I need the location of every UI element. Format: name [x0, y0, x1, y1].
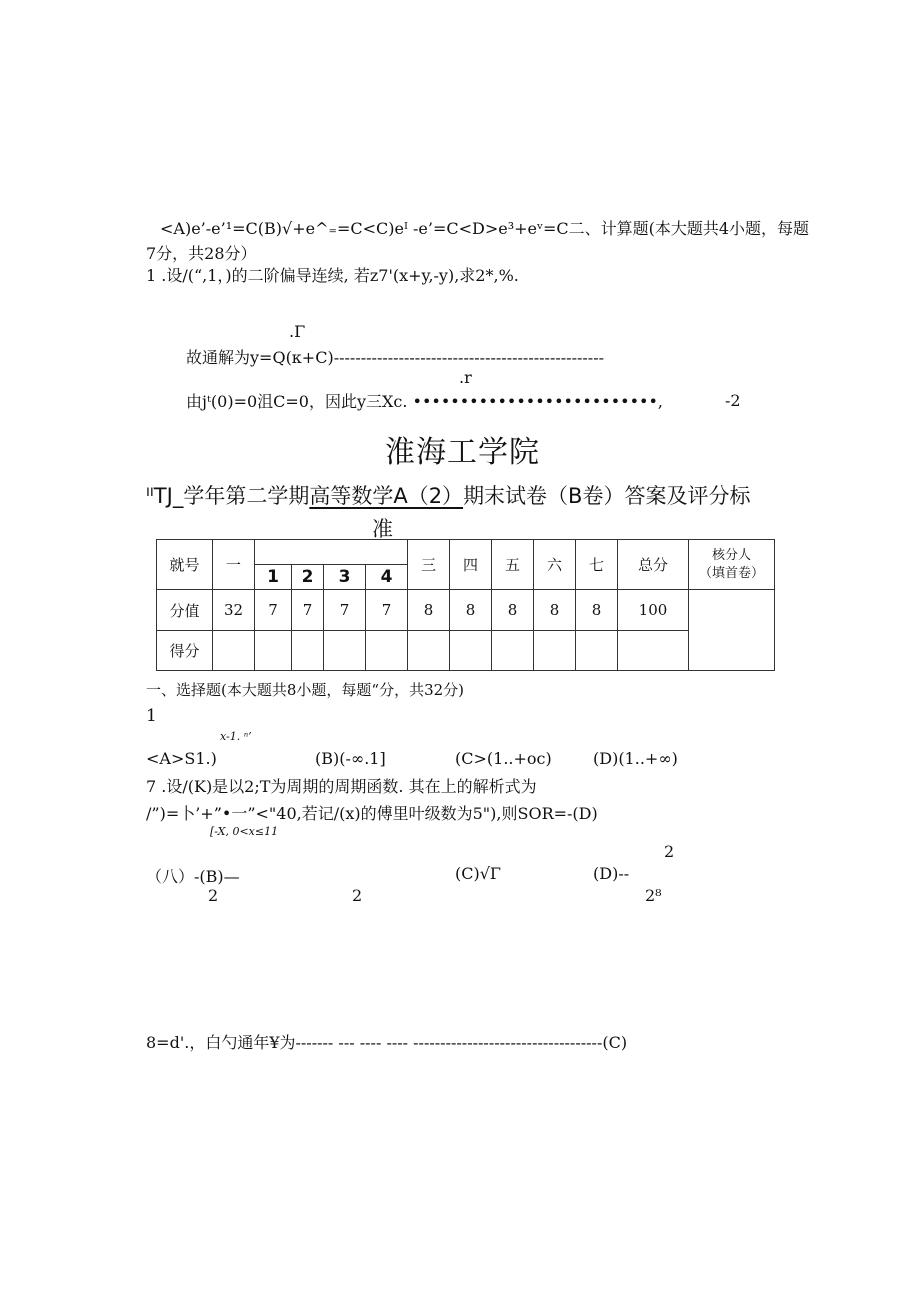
sub-col-2: 2: [292, 565, 324, 590]
value-cell: 32: [213, 590, 255, 631]
col-two-group: [255, 540, 408, 565]
general-solution-line: 故通解为y=Q(κ+C)--------------------------------------------------: [186, 348, 605, 367]
question-7-formula: /”)=卜’+”•一”<"40,若记/(x)的傅里叶级数为5"),则SOR=-(D): [146, 804, 598, 823]
col-total: 总分: [618, 540, 689, 590]
got-cell: [576, 631, 618, 671]
option2-c: (C)√Γ: [455, 864, 502, 883]
got-cell: [255, 631, 292, 671]
got-cell: [450, 631, 492, 671]
question-7: 7 .设/(K)是以2;T为周期的周期函数. 其在上的解析式为: [146, 777, 537, 796]
question-8: 8=d'.，白勺通年¥为------- --- ---- ---- -----------------------------------(C): [146, 1033, 628, 1052]
question-1: 1 .设/(“,1，)的二阶偏导连续, 若z7'(x+y,-y),求2*,%.: [146, 266, 519, 285]
exam-title-end: 准: [372, 517, 393, 541]
col-five: 五: [492, 540, 534, 590]
col-seven: 七: [576, 540, 618, 590]
value-cell: 7: [366, 590, 408, 631]
denominator-b: 2: [352, 886, 363, 905]
exam-title-suffix: 期末试卷（B卷）答案及评分标: [463, 484, 751, 508]
fraction-top: 2: [664, 842, 675, 861]
row-label-question: 就号: [157, 540, 213, 590]
checker-label: 核分人: [711, 547, 751, 563]
q7-piecewise-fragment: [-X, 0<x≤11: [210, 825, 279, 838]
section-heading: 一、选择题(本大题共8小题，每题“分，共32分): [146, 681, 465, 699]
sub-col-1: 1: [255, 565, 292, 590]
col-four: 四: [450, 540, 492, 590]
option-d: (D)(1..+∞): [593, 749, 678, 768]
option-b: (B)(-∞.1]: [315, 749, 386, 768]
got-cell: [408, 631, 450, 671]
col-six: 六: [534, 540, 576, 590]
exam-title: [146, 480, 750, 510]
value-cell: 8: [450, 590, 492, 631]
col-checker: [689, 540, 775, 590]
value-cell: 7: [324, 590, 366, 631]
condition-line: 由jᵗ(0)=0沮C=0，因此y三Xc. ••••••••••••••••••••••••••,: [186, 392, 664, 411]
exam-title-prefix: ᴵᴵTJ_学年第二学期: [146, 484, 310, 508]
gamma-mark: .Γ: [289, 322, 306, 341]
got-cell: [324, 631, 366, 671]
q1-formula-fragment: x-1. ⁿ’: [220, 730, 252, 743]
got-cell: [534, 631, 576, 671]
row-label-got: 得分: [157, 631, 213, 671]
sub-col-3: 3: [324, 565, 366, 590]
denominator-a: 2: [208, 886, 219, 905]
score-mark: -2: [725, 391, 741, 410]
checker-cell: [689, 590, 775, 671]
value-cell: 8: [408, 590, 450, 631]
school-title: 淮海工学院: [385, 435, 540, 470]
option-a: <A>S1.): [146, 749, 217, 768]
got-cell: [492, 631, 534, 671]
score-table: [156, 539, 775, 671]
got-cell: [292, 631, 324, 671]
value-cell: 8: [576, 590, 618, 631]
option2-d: (D)--: [593, 864, 630, 883]
r-mark: .r: [459, 368, 472, 387]
q1-number: 1: [146, 706, 157, 726]
value-cell: 8: [492, 590, 534, 631]
col-one: 一: [213, 540, 255, 590]
row-label-value: 分值: [157, 590, 213, 631]
col-three: 三: [408, 540, 450, 590]
checker-note: （填首卷）: [698, 565, 764, 581]
got-cell: [618, 631, 689, 671]
got-cell: [213, 631, 255, 671]
top-points-line: 7分，共28分）: [146, 244, 257, 263]
exam-title-course: 高等数学A（2）: [309, 484, 464, 508]
sub-col-4: 4: [366, 565, 408, 590]
value-total: 100: [618, 590, 689, 631]
option-c: (C>(1..+oc): [455, 749, 552, 768]
value-cell: 7: [255, 590, 292, 631]
got-cell: [366, 631, 408, 671]
value-cell: 7: [292, 590, 324, 631]
top-options-line: <A)e’-e’¹=C(B)√+e^₌=C<C)eᴵ -e’=C<D>e³+eᵛ=C二、计算题(本大题共4小题，每题: [160, 219, 810, 238]
denominator-d: 2⁸: [645, 886, 662, 905]
option2-a: （八）-(B)—: [146, 867, 240, 886]
value-cell: 8: [534, 590, 576, 631]
